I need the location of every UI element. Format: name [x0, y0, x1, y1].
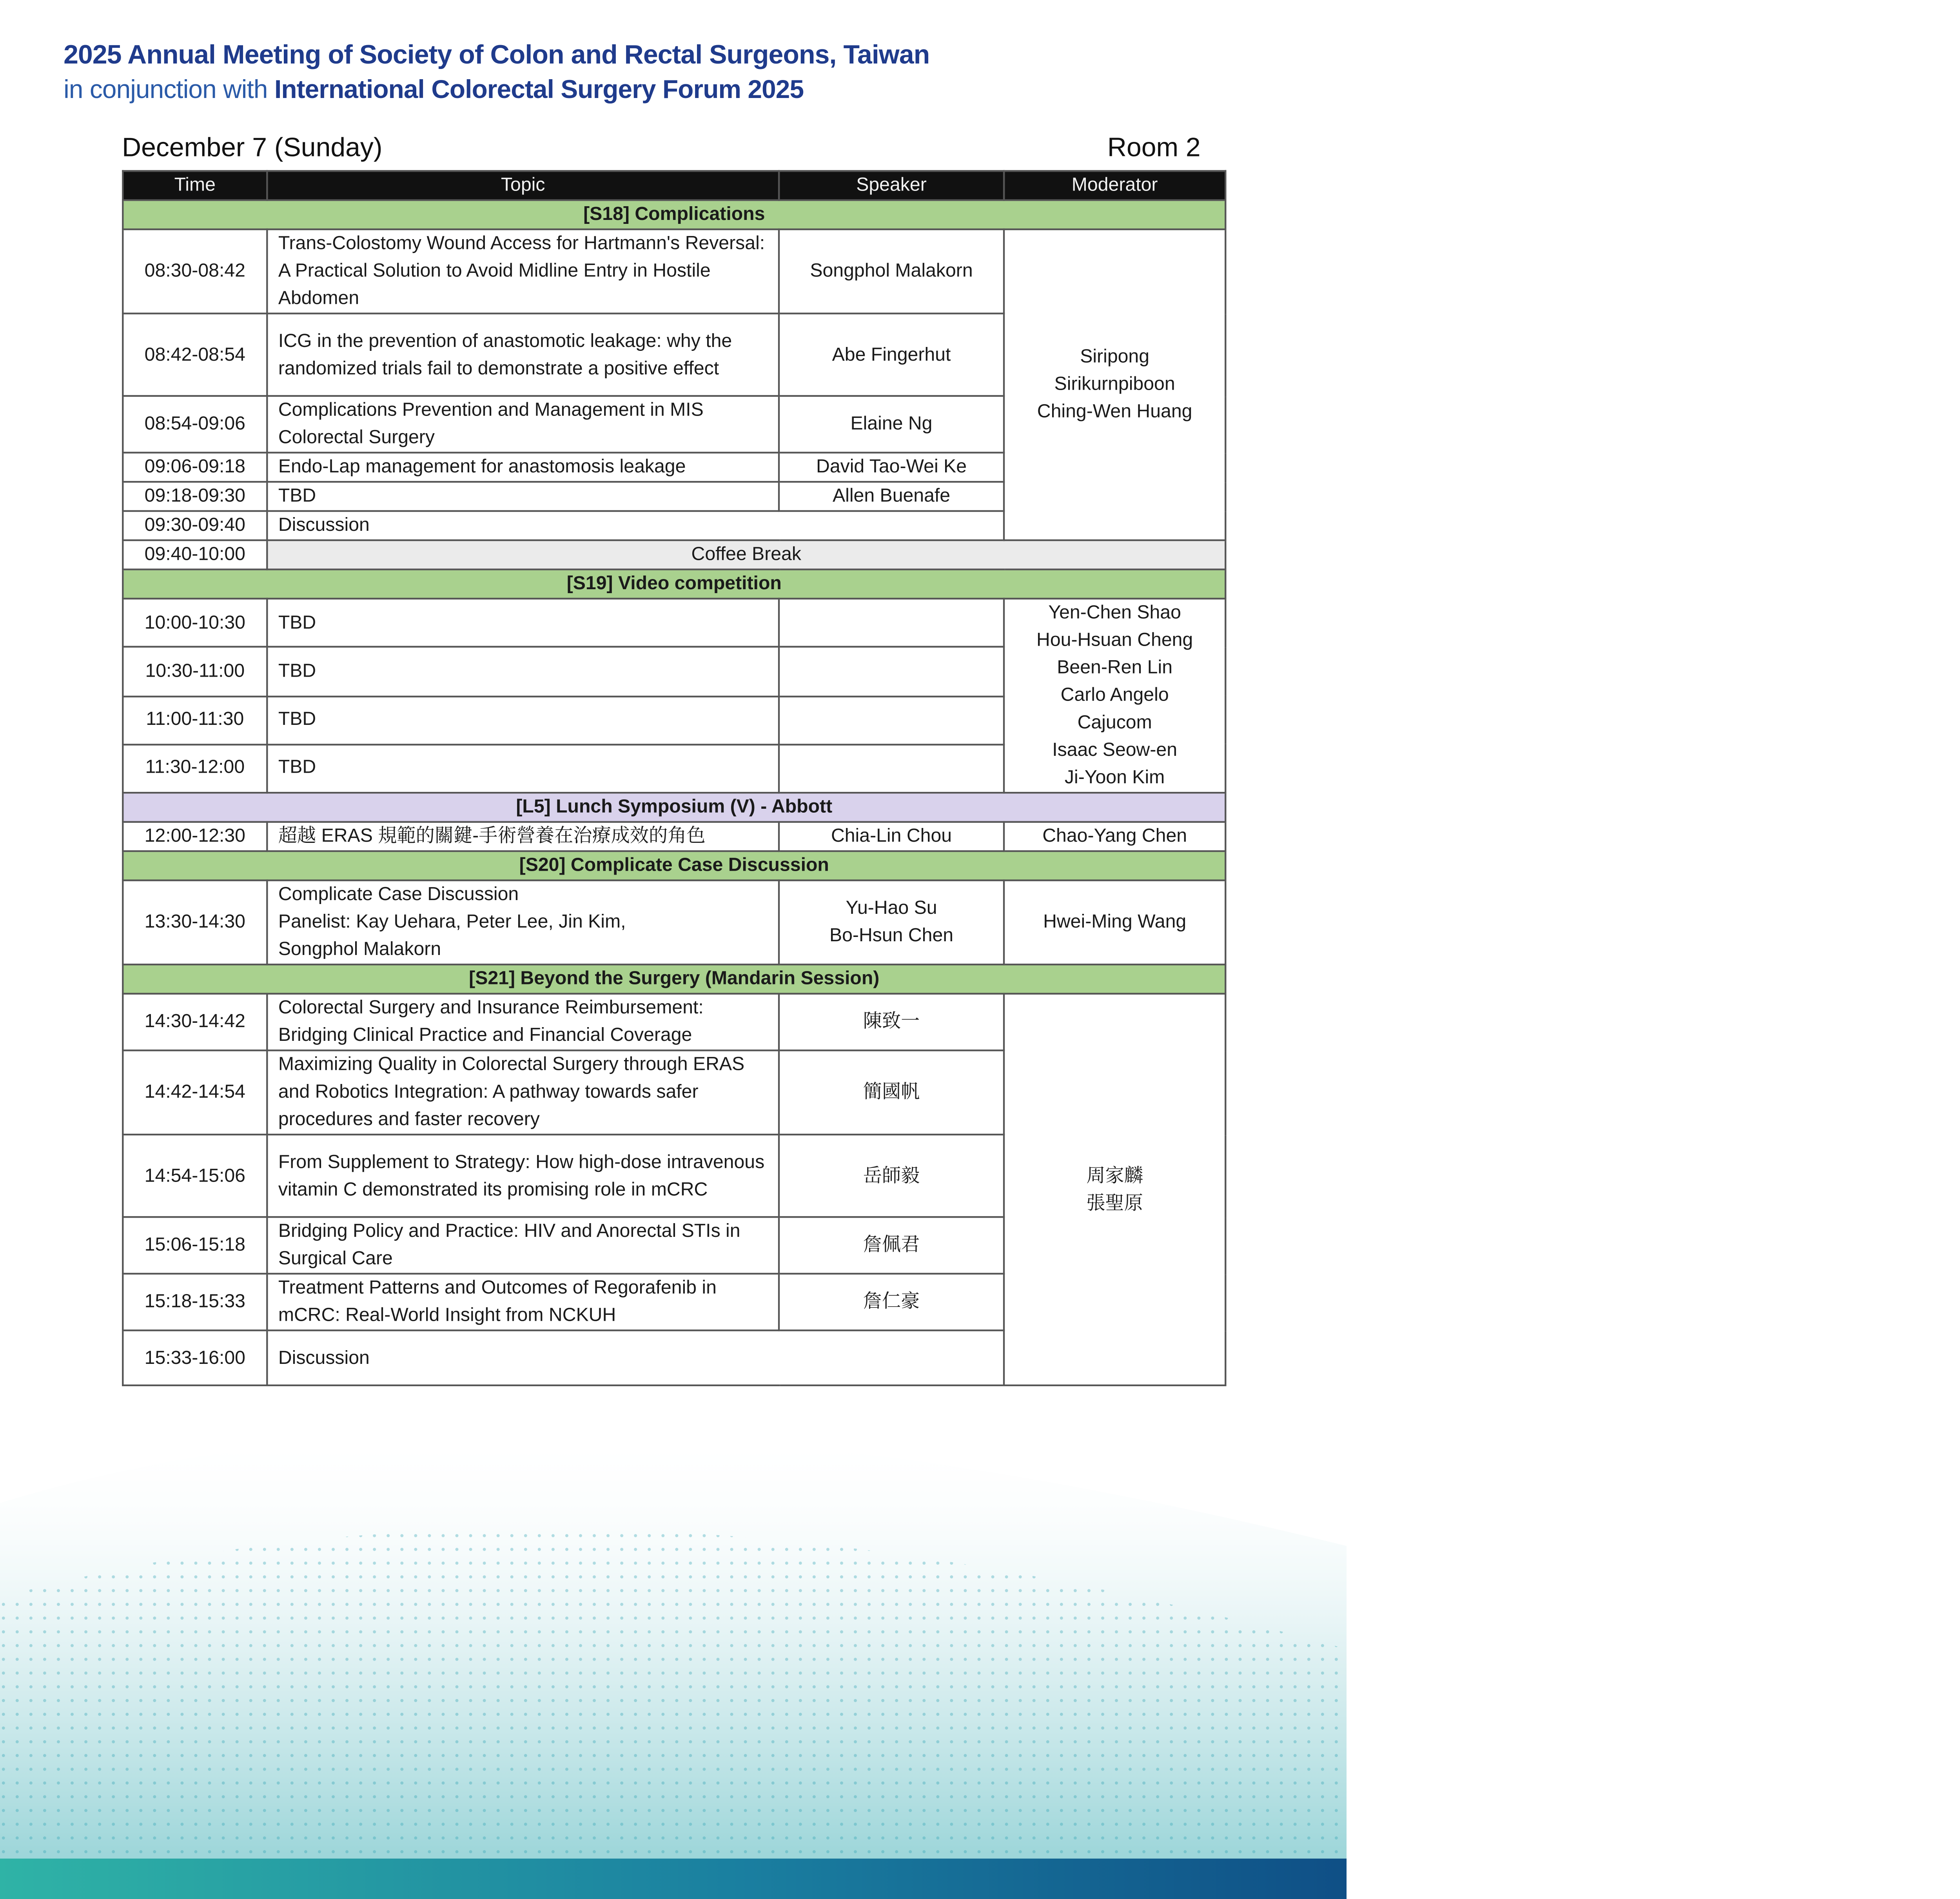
- speaker-cell: Chia-Lin Chou: [779, 822, 1004, 851]
- topic-cell: TBD: [267, 696, 779, 744]
- col-header-speaker: Speaker: [779, 171, 1004, 200]
- moderator-cell: 周家麟 張聖原: [1004, 994, 1225, 1385]
- topic-cell: TBD: [267, 482, 779, 511]
- topic-cell: Treatment Patterns and Outcomes of Regorafenib in mCRC: Real-World Insight from NCKUH: [267, 1274, 779, 1331]
- section-row-s18: [123, 200, 1225, 229]
- col-header-topic: Topic: [267, 171, 779, 200]
- time-cell: 08:30-08:42: [123, 229, 267, 314]
- topic-cell: TBD: [267, 599, 779, 647]
- topic-cell: TBD: [267, 647, 779, 696]
- time-cell: 11:30-12:00: [123, 744, 267, 793]
- time-cell: 10:30-11:00: [123, 647, 267, 696]
- day-label: December 7 (Sunday): [122, 134, 383, 163]
- time-cell: 10:00-10:30: [123, 599, 267, 647]
- table-header-row: [123, 171, 1225, 200]
- col-header-time: Time: [123, 171, 267, 200]
- table-row: [123, 599, 1225, 647]
- topic-cell: Endo-Lap management for anastomosis leakage: [267, 453, 779, 482]
- table-row: [123, 229, 1225, 314]
- topic-cell: TBD: [267, 744, 779, 793]
- time-cell: 14:30-14:42: [123, 994, 267, 1051]
- speaker-cell: David Tao-Wei Ke: [779, 453, 1004, 482]
- time-cell: 14:42-14:54: [123, 1050, 267, 1135]
- section-row-l5: [123, 793, 1225, 822]
- topic-cell: Complications Prevention and Management in MIS Colorectal Surgery: [267, 396, 779, 453]
- topic-cell: Bridging Policy and Practice: HIV and Anorectal STIs in Surgical Care: [267, 1217, 779, 1274]
- footer-band: [0, 1859, 1347, 1899]
- speaker-cell: Abe Fingerhut: [779, 314, 1004, 396]
- section-title: [S18] Complications: [123, 200, 1225, 229]
- speaker-cell: 簡國帆: [779, 1050, 1004, 1135]
- moderator-cell: Yen-Chen Shao Hou-Hsuan Cheng Been-Ren Lin Carlo Angelo Cajucom Isaac Seow-en Ji-Yoon Kim: [1004, 599, 1225, 793]
- moderator-cell: Chao-Yang Chen: [1004, 822, 1225, 851]
- meeting-title: 2025 Annual Meeting of Society of Colon and Rectal Surgeons, Taiwan: [64, 41, 930, 71]
- time-cell: 11:00-11:30: [123, 696, 267, 744]
- section-row-s19: [123, 570, 1225, 599]
- section-title: [S20] Complicate Case Discussion: [123, 851, 1225, 880]
- time-cell: 09:40-10:00: [123, 540, 267, 569]
- table-row: [123, 881, 1225, 965]
- time-cell: 09:18-09:30: [123, 482, 267, 511]
- speaker-cell: [779, 647, 1004, 696]
- topic-cell: Trans-Colostomy Wound Access for Hartmann's Reversal: A Practical Solution to Avoid Midline Entry in Hostile Abdomen: [267, 229, 779, 314]
- time-cell: 09:30-09:40: [123, 511, 267, 540]
- time-cell: 15:33-16:00: [123, 1331, 267, 1385]
- coffee-break-label: Coffee Break: [267, 540, 1225, 569]
- break-row: [123, 540, 1225, 569]
- speaker-cell: 岳師毅: [779, 1135, 1004, 1217]
- time-cell: 15:06-15:18: [123, 1217, 267, 1274]
- date-room-row: [122, 134, 1201, 165]
- time-cell: 14:54-15:06: [123, 1135, 267, 1217]
- speaker-cell: [779, 599, 1004, 647]
- table-row: [123, 822, 1225, 851]
- subtitle-prefix: in conjunction with: [64, 75, 268, 105]
- topic-cell: Discussion: [267, 511, 1004, 540]
- speaker-cell: 陳致一: [779, 994, 1004, 1051]
- section-title: [L5] Lunch Symposium (V) - Abbott: [123, 793, 1225, 822]
- topic-cell: From Supplement to Strategy: How high-dose intravenous vitamin C demonstrated its promising role in mCRC: [267, 1135, 779, 1217]
- time-cell: 08:42-08:54: [123, 314, 267, 396]
- time-cell: 15:18-15:33: [123, 1274, 267, 1331]
- time-cell: 13:30-14:30: [123, 881, 267, 965]
- topic-cell: Complicate Case Discussion Panelist: Kay Uehara, Peter Lee, Jin Kim, Songphol Malakorn: [267, 881, 779, 965]
- speaker-cell: Songphol Malakorn: [779, 229, 1004, 314]
- time-cell: 08:54-09:06: [123, 396, 267, 453]
- speaker-cell: Allen Buenafe: [779, 482, 1004, 511]
- decorative-wave-background: [0, 1340, 1347, 1899]
- time-cell: 09:06-09:18: [123, 453, 267, 482]
- topic-cell: Maximizing Quality in Colorectal Surgery through ERAS and Robotics Integration: A pathway towards safer procedures and faster recovery: [267, 1050, 779, 1135]
- section-title: [S19] Video competition: [123, 570, 1225, 599]
- speaker-cell: 詹仁豪: [779, 1274, 1004, 1331]
- section-row-s20: [123, 851, 1225, 880]
- topic-cell: Colorectal Surgery and Insurance Reimbursement: Bridging Clinical Practice and Financial Coverage: [267, 994, 779, 1051]
- subtitle-forum: International Colorectal Surgery Forum 2025: [274, 75, 804, 105]
- section-title: [S21] Beyond the Surgery (Mandarin Session): [123, 964, 1225, 993]
- col-header-moderator: Moderator: [1004, 171, 1225, 200]
- speaker-cell: Yu-Hao Su Bo-Hsun Chen: [779, 881, 1004, 965]
- section-row-s21: [123, 964, 1225, 993]
- topic-cell: Discussion: [267, 1331, 1004, 1385]
- topic-cell: 超越 ERAS 規範的關鍵-手術營養在治療成效的角色: [267, 822, 779, 851]
- room-label: Room 2: [1107, 134, 1201, 163]
- meeting-subtitle: [64, 76, 804, 105]
- speaker-cell: 詹佩君: [779, 1217, 1004, 1274]
- moderator-cell: Hwei-Ming Wang: [1004, 881, 1225, 965]
- speaker-cell: [779, 696, 1004, 744]
- moderator-cell: Siripong Sirikurnpiboon Ching-Wen Huang: [1004, 229, 1225, 540]
- speaker-cell: [779, 744, 1004, 793]
- schedule-table: [122, 170, 1226, 1386]
- time-cell: 12:00-12:30: [123, 822, 267, 851]
- speaker-cell: Elaine Ng: [779, 396, 1004, 453]
- table-row: [123, 994, 1225, 1051]
- topic-cell: ICG in the prevention of anastomotic leakage: why the randomized trials fail to demonstrate a positive effect: [267, 314, 779, 396]
